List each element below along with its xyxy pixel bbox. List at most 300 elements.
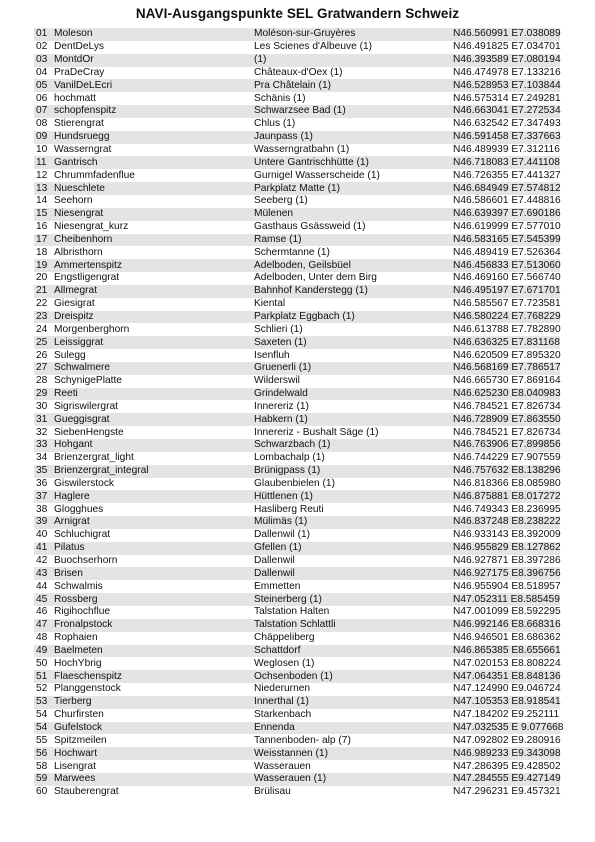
start-location: Niederurnen [254,683,311,695]
route-name: DentDeLys [54,41,105,53]
route-name: Haglere [54,490,90,502]
table-row [34,657,560,670]
start-location: Brünigpass (1) [254,465,321,477]
start-location: Schermtanne (1) [254,246,330,258]
table-row [34,169,560,182]
table-row [34,465,560,478]
table-row [34,246,560,259]
table-row [34,272,560,285]
table-row [34,92,560,105]
route-name: Planggenstock [54,683,121,695]
gps-coordinates: N46.620509 E7.895320 [453,349,561,361]
row-number: 28 [36,375,48,387]
gps-coordinates: N46.955904 E8.518957 [453,580,561,592]
start-location: Emmetten [254,580,301,592]
start-location: Innerthal (1) [254,696,309,708]
row-number: 22 [36,298,48,310]
route-name: Albristhorn [54,246,103,258]
start-location: Habkern (1) [254,413,308,425]
route-name: Brienzergrat_light [54,452,134,464]
start-location: Parkplatz Eggbach (1) [254,310,355,322]
gps-coordinates: N46.875881 E8.017272 [453,490,561,502]
row-number: 49 [36,644,48,656]
gps-coordinates: N47.105353 E8.918541 [453,696,561,708]
route-name: Ammertenspitz [54,259,122,271]
row-number: 31 [36,413,48,425]
gps-coordinates: N46.818366 E8.085980 [453,477,561,489]
gps-coordinates: N46.393589 E7.080194 [453,54,561,66]
gps-coordinates: N46.560991 E7.038089 [453,28,561,40]
table-row [34,760,560,773]
route-name: Seehorn [54,195,93,207]
start-location: Tannenboden- alp (7) [254,734,351,746]
gps-coordinates: N46.632542 E7.347493 [453,118,561,130]
route-name: Giesigrat [54,298,95,310]
route-name: Tierberg [54,696,92,708]
table-row [34,362,560,375]
row-number: 38 [36,503,48,515]
table-row [34,503,560,516]
gps-coordinates: N46.989233 E9.343098 [453,747,561,759]
gps-coordinates: N46.469160 E7.566740 [453,272,561,284]
row-number: 36 [36,477,48,489]
row-number: 59 [36,773,48,785]
row-number: 60 [36,786,48,798]
start-location: Wasserngratbahn (1) [254,144,350,156]
row-number: 52 [36,683,48,695]
start-location: (1) [254,54,267,66]
table-row [34,542,560,555]
start-location: Isenfluh [254,349,290,361]
gps-coordinates: N46.927871 E8.397286 [453,555,561,567]
gps-coordinates: N46.784521 E7.826734 [453,426,561,438]
gps-coordinates: N46.489939 E7.312116 [453,144,560,156]
gps-coordinates: N46.955829 E8.127862 [453,542,561,554]
row-number: 06 [36,92,48,104]
route-name: Nueschlete [54,182,105,194]
table-row [34,567,560,580]
route-name: PraDeCray [54,66,105,78]
start-location: Dallenwil (1) [254,529,311,541]
gps-coordinates: N46.837248 E8.238222 [453,516,561,528]
gps-coordinates: N46.744229 E7.907559 [453,452,561,464]
row-number: 30 [36,400,48,412]
table-row [34,67,560,80]
route-name: Pilatus [54,542,85,554]
table-row [34,747,560,760]
start-location: Moléson-sur-Gruyères [254,28,356,40]
start-location: Gasthaus Gsässweid (1) [254,221,366,233]
gps-coordinates: N47.184202 E9.252111 [453,709,560,721]
row-number: 42 [36,555,48,567]
starting-points-table [34,28,564,799]
route-name: Engstligengrat [54,272,120,284]
gps-coordinates: N47.001099 E8.592295 [453,606,561,618]
row-number: 10 [36,144,48,156]
table-row [34,259,560,272]
row-number: 21 [36,285,48,297]
gps-coordinates: N46.757632 E8.138296 [453,465,561,477]
start-location: Talstation Halten [254,606,330,618]
gps-coordinates: N47.092802 E9.280916 [453,734,561,746]
row-number: 41 [36,542,48,554]
gps-coordinates: N47.064351 E8.848136 [453,670,561,682]
row-number: 15 [36,208,48,220]
table-row [34,388,560,401]
row-number: 25 [36,336,48,348]
route-name: Morgenberghorn [54,323,130,335]
route-name: Rophaien [54,632,98,644]
start-location: Châteaux-d'Oex (1) [254,66,343,78]
row-number: 03 [36,54,48,66]
gps-coordinates: N46.625230 E8.040983 [453,388,561,400]
row-number: 44 [36,580,48,592]
start-location: Weisstannen (1) [254,747,328,759]
route-name: HochYbrig [54,657,102,669]
route-name: Baelmeten [54,644,103,656]
start-location: Parkplatz Matte (1) [254,182,341,194]
gps-coordinates: N46.946501 E8.686362 [453,632,561,644]
route-name: Reeti [54,388,78,400]
row-number: 48 [36,632,48,644]
row-number: 54 [36,721,48,733]
start-location: Schattdorf [254,644,301,656]
route-name: Niesengrat [54,208,104,220]
route-name: Brisen [54,567,83,579]
start-location: Brülisau [254,786,291,798]
route-name: schopfenspitz [54,105,117,117]
row-number: 33 [36,439,48,451]
row-number: 04 [36,66,48,78]
row-number: 46 [36,606,48,618]
route-name: Sulegg [54,349,86,361]
row-number: 50 [36,657,48,669]
gps-coordinates: N46.491825 E7.034701 [453,41,561,53]
start-location: Wasserauen (1) [254,773,327,785]
start-location: Schwarzsee Bad (1) [254,105,346,117]
row-number: 34 [36,452,48,464]
route-name: VanilDeLEcri [54,79,113,91]
table-row [34,413,560,426]
table-row [34,234,560,247]
gps-coordinates: N46.586601 E7.448816 [453,195,561,207]
table-row [34,619,560,632]
gps-coordinates: N46.992146 E8.668316 [453,619,561,631]
route-name: Marwees [54,773,96,785]
route-name: Churfirsten [54,709,104,721]
route-name: Wasserngrat [54,144,112,156]
row-number: 01 [36,28,48,40]
table-row [34,400,560,413]
route-name: Leissiggrat [54,336,104,348]
route-name: Allmegrat [54,285,98,297]
route-name: SchynigePlatte [54,375,122,387]
gps-coordinates: N46.474978 E7.133216 [453,66,561,78]
gps-coordinates: N46.568169 E7.786517 [453,362,561,374]
gps-coordinates: N47.284555 E9.427149 [453,773,561,785]
gps-coordinates: N46.933143 E8.392009 [453,529,561,541]
table-row [34,144,560,157]
route-name: Gufelstock [54,721,103,733]
start-location: Schlieri (1) [254,323,303,335]
route-name: MontdOr [54,54,94,66]
gps-coordinates: N46.489419 E7.526364 [453,246,561,258]
start-location: Schwarzbach (1) [254,439,331,451]
table-row [34,593,560,606]
route-name: Arnigrat [54,516,90,528]
gps-coordinates: N46.456833 E7.513060 [453,259,561,271]
gps-coordinates: N46.639397 E7.690186 [453,208,561,220]
row-number: 11 [36,156,47,168]
table-row [34,182,560,195]
gps-coordinates: N46.718083 E7.441108 [453,156,560,168]
gps-coordinates: N46.684949 E7.574812 [453,182,561,194]
row-number: 58 [36,760,48,772]
start-location: Gruenerli (1) [254,362,312,374]
row-number: 47 [36,619,48,631]
start-location: Starkenbach [254,709,312,721]
route-name: Niesengrat_kurz [54,221,129,233]
start-location: Innereriz (1) [254,400,309,412]
start-location: Mülenen [254,208,294,220]
start-location: Wasserauen [254,760,311,772]
start-location: Ochsenboden (1) [254,670,333,682]
start-location: Bahnhof Kanderstegg (1) [254,285,368,297]
row-number: 26 [36,349,48,361]
table-row [34,323,560,336]
gps-coordinates: N46.636325 E7.831168 [453,336,560,348]
route-name: SiebenHengste [54,426,124,438]
start-location: Talstation Schlattli [254,619,336,631]
gps-coordinates: N47.052311 E8.585459 [453,593,560,605]
row-number: 51 [36,670,48,682]
table-row [34,336,560,349]
gps-coordinates: N46.665730 E7.869164 [453,375,561,387]
row-number: 43 [36,567,48,579]
row-number: 29 [36,388,48,400]
gps-coordinates: N46.585567 E7.723581 [453,298,561,310]
table-row [34,606,560,619]
row-number: 27 [36,362,48,374]
start-location: Ramse (1) [254,233,302,245]
table-row [34,734,560,747]
table-row [34,285,560,298]
gps-coordinates: N46.728909 E7.863550 [453,413,561,425]
gps-coordinates: N46.528953 E7.103844 [453,79,561,91]
route-name: Spitzmeilen [54,734,107,746]
route-name: Giswilerstock [54,477,115,489]
start-location: Saxeten (1) [254,336,307,348]
start-location: Dallenwil [254,567,295,579]
row-number: 12 [36,169,48,181]
gps-coordinates: N47.032535 E 9.077668 [453,721,564,733]
route-name: Cheibenhorn [54,233,113,245]
row-number: 16 [36,221,48,233]
start-location: Glaubenbielen (1) [254,477,335,489]
gps-coordinates: N46.619999 E7.577010 [453,221,561,233]
start-location: Pra Châtelain (1) [254,79,332,91]
gps-coordinates: N46.580224 E7.768229 [453,310,561,322]
route-name: Lisengrat [54,760,96,772]
gps-coordinates: N46.927175 E8.396756 [453,567,561,579]
route-name: Stierengrat [54,118,104,130]
route-name: Gueggisgrat [54,413,110,425]
row-number: 09 [36,131,48,143]
row-number: 39 [36,516,48,528]
route-name: Stauberengrat [54,786,119,798]
start-location: Grindelwald [254,388,308,400]
table-row [34,645,560,658]
route-name: Hohgant [54,439,93,451]
table-row [34,555,560,568]
gps-coordinates: N46.784521 E7.826734 [453,400,561,412]
row-number: 14 [36,195,48,207]
route-name: Hochwart [54,747,98,759]
table-row [34,490,560,503]
table-row [34,221,560,234]
table-row [34,105,560,118]
row-number: 23 [36,310,48,322]
table-row [34,28,560,41]
table-row [34,683,560,696]
gps-coordinates: N47.296231 E9.457321 [453,786,561,798]
route-name: Chrummfadenflue [54,169,135,181]
start-location: Adelboden, Unter dem Birg [254,272,377,284]
row-number: 02 [36,41,48,53]
gps-coordinates: N46.726355 E7.441327 [453,169,561,181]
gps-coordinates: N46.591458 E7.337663 [453,131,561,143]
table-row [34,118,560,131]
row-number: 24 [36,323,48,335]
start-location: Hasliberg Reuti [254,503,324,515]
table-row [34,439,560,452]
table-row [34,298,560,311]
start-location: Adelboden, Geilsbüel [254,259,351,271]
route-name: Rigihochflue [54,606,111,618]
row-number: 05 [36,79,48,91]
row-number: 37 [36,490,48,502]
row-number: 17 [36,233,48,245]
row-number: 19 [36,259,48,271]
table-row [34,696,560,709]
table-row [34,349,560,362]
gps-coordinates: N46.749343 E8.236995 [453,503,561,515]
gps-coordinates: N46.575314 E7.249281 [453,92,561,104]
row-number: 07 [36,105,48,117]
start-location: Innereriz - Bushalt Säge (1) [254,426,379,438]
row-number: 45 [36,593,48,605]
route-name: Buochserhorn [54,555,118,567]
table-row [34,375,560,388]
table-row [34,580,560,593]
gps-coordinates: N46.663041 E7.272534 [453,105,561,117]
row-number: 56 [36,747,48,759]
route-name: Gantrisch [54,156,98,168]
gps-coordinates: N46.865385 E8.655661 [453,644,561,656]
gps-coordinates: N47.124990 E9.046724 [453,683,561,695]
start-location: Chäppeliberg [254,632,315,644]
table-row [34,516,560,529]
route-name: Schwalmis [54,580,103,592]
route-name: Rossberg [54,593,98,605]
route-name: Schluchigrat [54,529,111,541]
start-location: Schänis (1) [254,92,306,104]
start-location: Les Scienes d'Albeuve (1) [254,41,373,53]
table-row [34,786,560,799]
gps-coordinates: N46.763906 E7.899856 [453,439,561,451]
start-location: Ennenda [254,721,295,733]
start-location: Gurnigel Wasserscheide (1) [254,169,380,181]
page-title: NAVI-Ausgangspunkte SEL Gratwandern Schweiz [135,6,460,21]
row-number: 35 [36,465,48,477]
table-row [34,529,560,542]
row-number: 08 [36,118,48,130]
start-location: Hüttlenen (1) [254,490,313,502]
start-location: Lombachalp (1) [254,452,325,464]
table-row [34,208,560,221]
start-location: Seeberg (1) [254,195,308,207]
table-row [34,773,560,786]
start-location: Gfellen (1) [254,542,302,554]
row-number: 54 [36,709,48,721]
route-name: Hundsruegg [54,131,110,143]
route-name: hochmatt [54,92,96,104]
row-number: 32 [36,426,48,438]
table-row [34,311,560,324]
start-location: Chlus (1) [254,118,296,130]
table-row [34,452,560,465]
table-row [34,156,560,169]
route-name: Flaeschenspitz [54,670,122,682]
row-number: 20 [36,272,48,284]
start-location: Dallenwil [254,555,295,567]
gps-coordinates: N46.583165 E7.545399 [453,233,561,245]
table-row [34,79,560,92]
table-row [34,41,560,54]
table-row [34,195,560,208]
table-row [34,670,560,683]
route-name: Brienzergrat_integral [54,465,149,477]
gps-coordinates: N46.495197 E7.671701 [453,285,561,297]
table-row [34,709,560,722]
route-name: Dreispitz [54,310,94,322]
row-number: 18 [36,246,48,258]
row-number: 55 [36,734,48,746]
route-name: Moleson [54,28,93,40]
route-name: Fronalpstock [54,619,113,631]
start-location: Steinerberg (1) [254,593,322,605]
row-number: 53 [36,696,48,708]
row-number: 13 [36,182,48,194]
start-location: Wilderswil [254,375,300,387]
gps-coordinates: N47.020153 E8.808224 [453,657,561,669]
table-row [34,426,560,439]
row-number: 40 [36,529,48,541]
gps-coordinates: N47.286395 E9.428502 [453,760,561,772]
start-location: Untere Gantrischhütte (1) [254,156,369,168]
gps-coordinates: N46.613788 E7.782890 [453,323,561,335]
table-row [34,478,560,491]
route-name: Sigriswilergrat [54,400,118,412]
start-location: Jaunpass (1) [254,131,313,143]
table-row [34,721,564,735]
table-row [34,131,560,144]
route-name: Glogghues [54,503,104,515]
start-location: Kiental [254,298,286,310]
start-location: Weglosen (1) [254,657,315,669]
table-row [34,54,560,67]
route-name: Schwalmere [54,362,111,374]
